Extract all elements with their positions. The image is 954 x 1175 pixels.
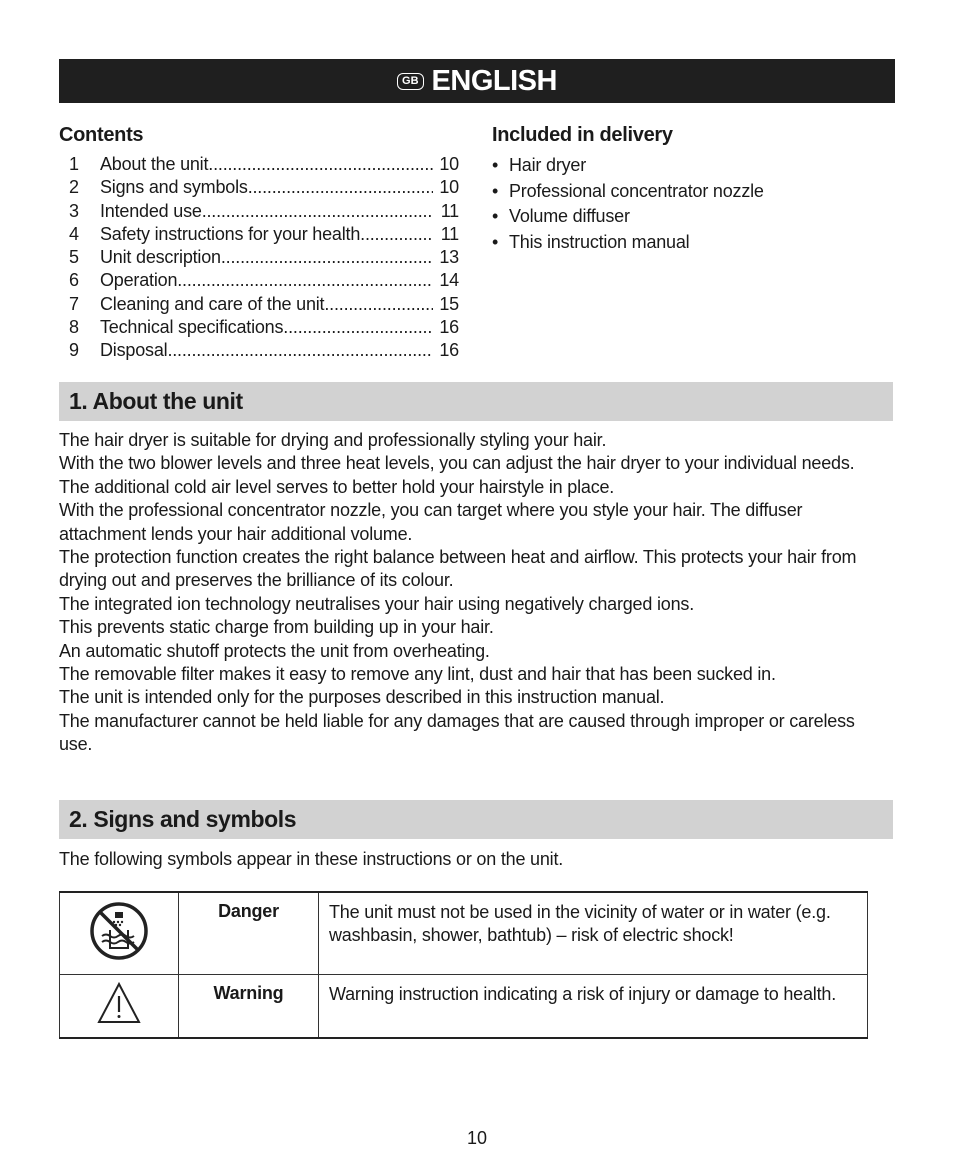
paragraph: An automatic shutoff protects the unit from overheating. [59,640,490,661]
toc-item[interactable]: 9 Disposal ..... 16 [59,339,459,362]
paragraph: The removable filter makes it easy to remove any lint, dust and hair that has been sucked in. [59,664,776,685]
table-row [60,974,868,1038]
paragraph: The protection function creates the right balance between heat and airflow. This protects your hair from drying out and preserves the brilliance of its colour. [59,547,857,591]
language-header [59,59,895,103]
page-number: 10 [466,1128,488,1148]
delivery-list [492,124,892,256]
list-item: • Volume diffuser [492,206,630,227]
no-water-icon [88,900,150,962]
toc-item[interactable]: 4 Safety instructions for your health ..... 11 [59,223,459,246]
signs-intro [59,848,889,871]
symbol-cell [60,892,179,974]
paragraph: The additional cold air level serves to better hold your hairstyle in place. [59,476,615,497]
list-item: • This instruction manual [492,232,690,253]
toc-item[interactable]: 2 Signs and symbols ..... 10 [59,176,459,199]
warning-triangle-icon [96,981,142,1025]
symbol-cell [60,974,179,1038]
toc-item[interactable]: 5 Unit description ..... 13 [59,246,459,269]
toc-item[interactable]: 7 Cleaning and care of the unit ..... 15 [59,293,459,316]
symbol-label: Warning [179,974,319,1038]
paragraph: The unit is intended only for the purposes described in this instruction manual. [59,687,665,708]
paragraph: With the two blower levels and three heat levels, you can adjust the hair dryer to your individual needs. [59,453,855,474]
paragraph: The manufacturer cannot be held liable for any damages that are caused through improper or careless use. [59,710,855,755]
symbols-table [59,891,868,1039]
section-heading-signs: 2. Signs and symbols [59,800,893,839]
paragraph: The following symbols appear in these instructions or on the unit. [59,849,564,869]
toc-item[interactable]: 6 Operation ..... 14 [59,269,459,292]
paragraph: This prevents static charge from building up in your hair. [59,617,494,638]
symbol-label: Danger [179,892,319,974]
toc-item[interactable]: 1 About the unit ..... 10 [59,153,459,176]
about-body [59,429,889,757]
country-badge: GB [397,73,424,90]
list-item: • Professional concentrator nozzle [492,180,764,201]
paragraph: The integrated ion technology neutralises your hair using negatively charged ions. [59,593,695,614]
symbol-description: Warning instruction indicating a risk of injury or damage to health. [319,974,868,1038]
delivery-heading: Included in delivery [492,124,673,146]
section-heading-about: 1. About the unit [59,382,893,421]
paragraph: The hair dryer is suitable for drying and professionally styling your hair. [59,430,607,450]
list-item: • Hair dryer [492,155,587,175]
table-of-contents [59,124,459,363]
toc-item[interactable]: 8 Technical specifications ..... 16 [59,316,459,339]
toc-item[interactable]: 3 Intended use ..... 11 [59,200,459,223]
symbol-description: The unit must not be used in the vicinity of water or in water (e.g. washbasin, shower, bathtub) – risk of electric shock! [319,892,868,974]
table-row [60,892,868,974]
contents-heading: Contents [59,124,144,146]
language-title: ENGLISH [431,64,557,97]
paragraph: With the professional concentrator nozzle, you can target where you style your hair. The diffuser attachment lends your hair additional volume. [59,500,803,544]
